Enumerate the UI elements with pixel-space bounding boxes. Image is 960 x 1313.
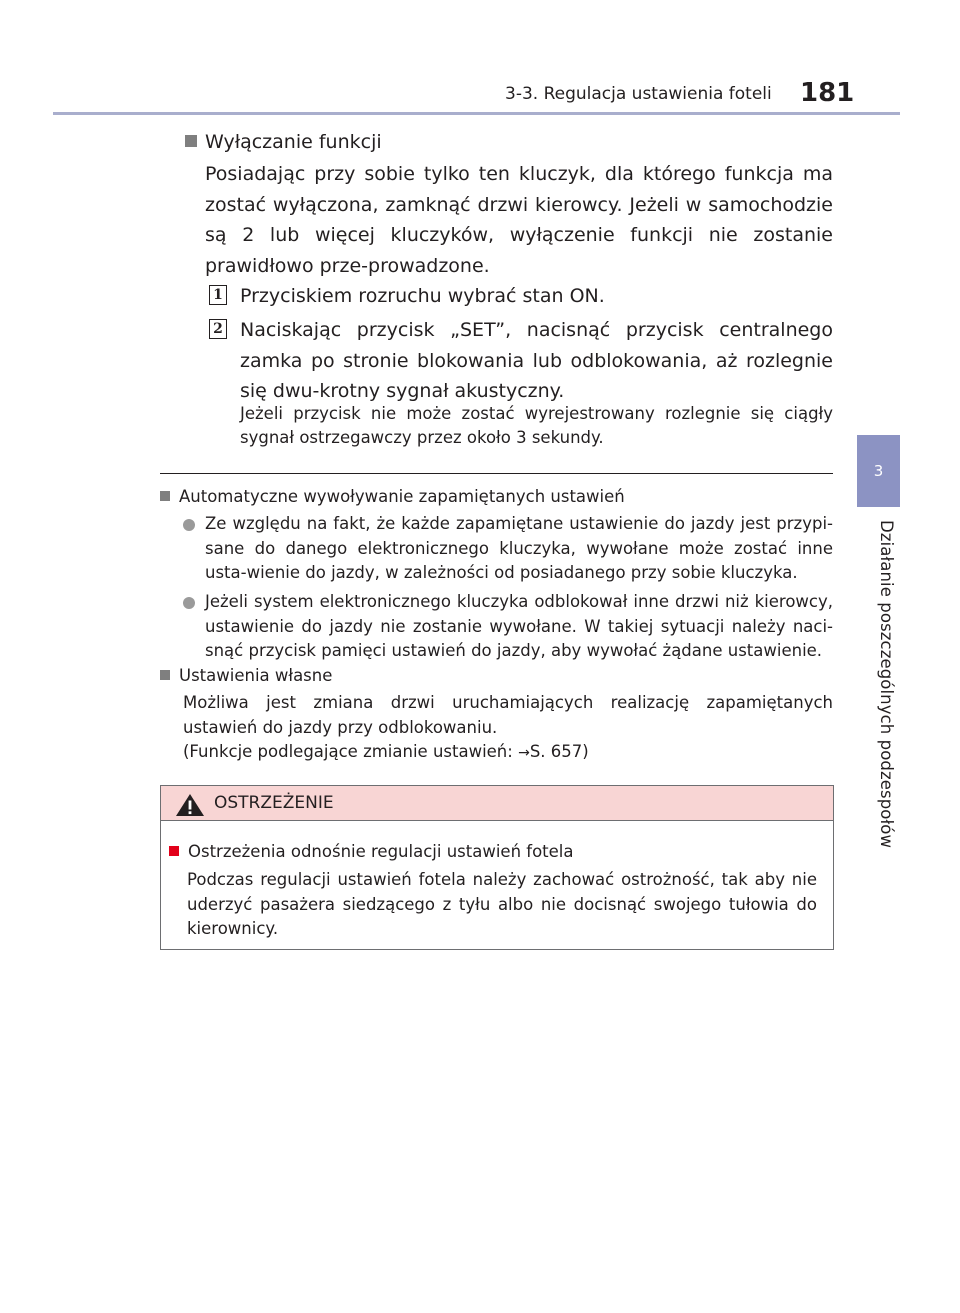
warning-label: OSTRZEŻENIE <box>214 793 334 813</box>
chapter-number: 3 <box>873 462 884 480</box>
intro-paragraph: Posiadając przy sobie tylko ten kluczyk, dla którego funkcja ma zostać wyłączona, zamknąć drzwi kierowcy. Jeżeli w samochodzie są 2 lub więcej kluczyków, wyłączenie funkcji nie zostanie prawidłowo prze-prowadzone. <box>205 163 833 277</box>
warning-box <box>160 785 834 950</box>
chapter-title: Działanie poszczególnych podzespołów <box>877 520 896 849</box>
custom-settings-text: Możliwa jest zmiana drzwi uruchamiających realizację zapamiętanych ustawień do jazdy przy odblokowaniu. <box>183 693 833 737</box>
custom-settings-heading <box>160 664 833 689</box>
custom-settings-ref <box>183 740 833 766</box>
square-bullet-icon <box>185 135 197 147</box>
square-bullet-icon <box>169 846 179 856</box>
custom-settings-heading-text: Ustawienia własne <box>179 666 333 685</box>
bullet-item <box>183 590 833 664</box>
square-bullet-icon <box>160 491 170 501</box>
round-bullet-icon <box>183 597 195 609</box>
step-text: Naciskając przycisk „SET”, nacisnąć przycisk centralnego zamka po stronie blokowania lub odblokowania, aż rozlegnie się dwu-krotny sygnał akustyczny. <box>240 319 833 402</box>
step-2 <box>205 315 833 407</box>
auto-recall-heading <box>160 485 833 510</box>
warning-header <box>161 786 833 821</box>
warning-heading <box>169 840 825 865</box>
step-number-badge: 1 <box>209 285 227 305</box>
square-bullet-icon <box>160 670 170 680</box>
arrow-right-icon: → <box>518 745 530 761</box>
section-heading <box>185 131 382 153</box>
ref-prefix: (Funkcje podlegające zmianie ustawień: <box>183 742 513 761</box>
warning-heading-text: Ostrzeżenia odnośnie regulacji ustawień fotela <box>188 842 574 861</box>
section-divider <box>160 473 833 474</box>
warning-triangle-icon <box>175 793 205 817</box>
page-reference-link[interactable]: S. 657) <box>529 742 589 761</box>
bullet-text: Jeżeli system elektronicznego kluczyka odblokował inne drzwi niż kierowcy, ustawienie do jazdy nie zostanie wywołane. W takiej sytuacji należy naci-snąć przycisk pamięci ustawień do jazdy, aby wywołać żądane ustawienie. <box>205 592 833 660</box>
auto-recall-heading-text: Automatyczne wywoływanie zapamiętanych ustawień <box>179 487 625 506</box>
section-title: 3-3. Regulacja ustawienia foteli <box>505 84 772 104</box>
step-note: Jeżeli przycisk nie może zostać wyrejestrowany rozlegnie się ciągły sygnał ostrzegawczy przez około 3 sekundy. <box>240 404 833 447</box>
bullet-item <box>183 512 833 586</box>
header-divider <box>53 112 900 115</box>
page-number: 181 <box>800 78 855 108</box>
step-1 <box>205 281 833 312</box>
warning-text: Podczas regulacji ustawień fotela należy zachować ostrożność, tak aby nie uderzyć pasażera siedzącego z tyłu albo nie docisnąć swojego tułowia do kierownicy. <box>187 870 817 938</box>
step-number-badge: 2 <box>209 319 227 339</box>
section-heading-text: Wyłączanie funkcji <box>205 131 382 153</box>
bullet-text: Ze względu na fakt, że każde zapamiętane ustawienie do jazdy jest przypi-sane do danego elektronicznego kluczyka, wywołane może zostać inne usta-wienie do jazdy, w zależności od posiadanego przy sobie kluczyka. <box>205 514 833 582</box>
round-bullet-icon <box>183 519 195 531</box>
step-text: Przyciskiem rozruchu wybrać stan ON. <box>240 285 605 307</box>
